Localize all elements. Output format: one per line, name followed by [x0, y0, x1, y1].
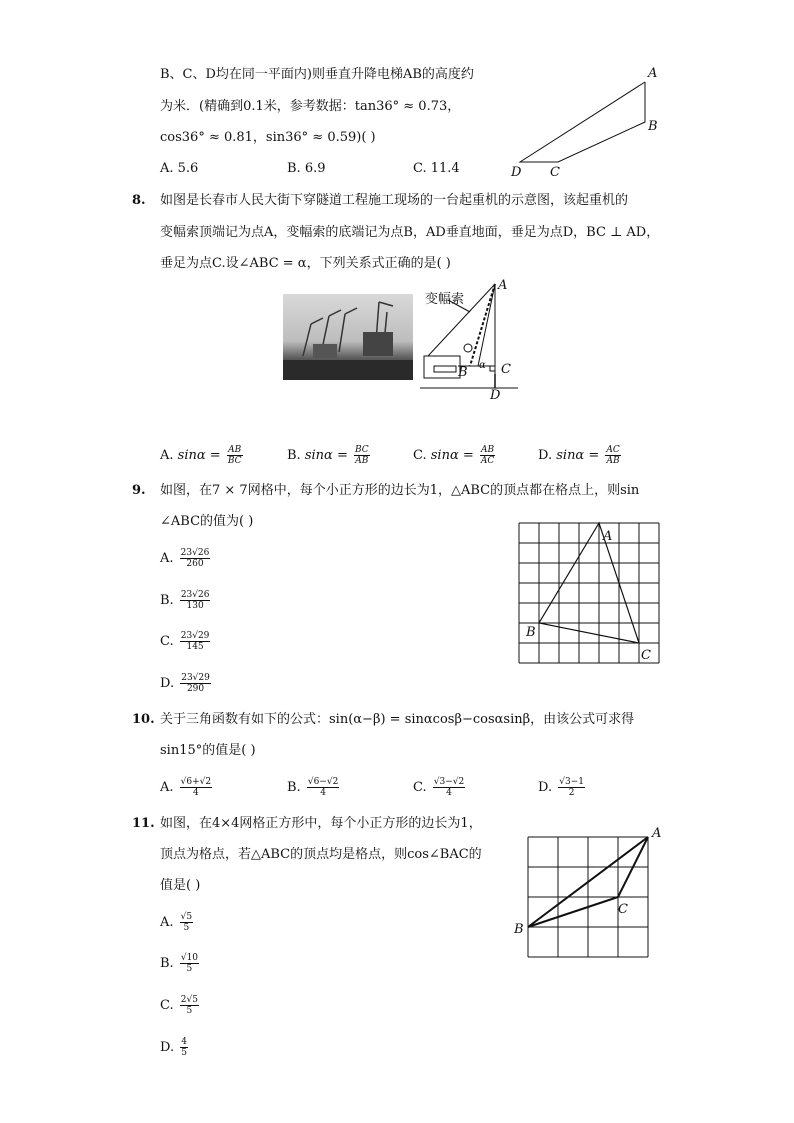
- q11-text-line3: 值是( ): [160, 878, 201, 893]
- q11-label-b: B: [514, 922, 524, 937]
- q11-label-a: A: [652, 826, 662, 841]
- q9-text-line1: 如图，在7 × 7网格中，每个小正方形的边长为1，△ABC的顶点都在格点上，则sin: [160, 483, 640, 498]
- q8-option-d[interactable]: D. sinα = $\frac{AC}{AB}$: [538, 445, 620, 466]
- q8-label-b: B: [458, 365, 468, 380]
- q9-label-a: A: [603, 529, 613, 544]
- q10-text-line1: 关于三角函数有如下的公式：sin(α−β) = sinαcosβ−cosαsinβ，由该公式可求得: [160, 712, 635, 727]
- q8-label-a: A: [498, 278, 508, 293]
- q8-text-line3: 垂足为点C.设∠ABC = α，下列关系式正确的是( ): [160, 256, 451, 271]
- q7-label-a: A: [648, 66, 658, 81]
- q7-option-a[interactable]: A. 5.6: [160, 161, 199, 176]
- q7-label-b: B: [648, 119, 658, 134]
- q8-option-c[interactable]: C. sinα = $\frac{AB}{AC}$: [413, 445, 495, 466]
- q9-option-d[interactable]: D. $\frac{23√29}{290}$: [160, 673, 210, 694]
- q7-figure: [500, 60, 670, 180]
- q8-label-alpha: α: [479, 360, 486, 371]
- q9-label-b: B: [526, 625, 536, 640]
- q11-option-a[interactable]: A. $\frac{√5}{5}$: [160, 912, 193, 933]
- q11-grid-figure: [510, 822, 670, 967]
- q11-option-b[interactable]: B. $\frac{√10}{5}$: [160, 953, 199, 974]
- q9-option-a[interactable]: A. $\frac{23√26}{260}$: [160, 548, 210, 569]
- q10-text-line2: sin15°的值是( ): [160, 743, 256, 758]
- q10-option-a[interactable]: A. $\frac{√6+√2}{4}$: [160, 777, 212, 798]
- q8-label-d: D: [490, 388, 501, 400]
- q9-option-b[interactable]: B. $\frac{23√26}{130}$: [160, 590, 210, 611]
- q9-grid-figure: [510, 518, 670, 673]
- q10-number: 10.: [132, 712, 155, 727]
- q9-option-c[interactable]: C. $\frac{23√29}{145}$: [160, 631, 210, 652]
- q11-text-line2: 顶点为格点，若△ABC的顶点均是格点，则cos∠BAC的: [160, 847, 482, 862]
- q8-figure-caption: 变幅索: [425, 292, 465, 307]
- q7-text-line1: B、C、D均在同一平面内)则垂直升降电梯AB的高度约: [160, 67, 474, 82]
- q9-text-line2: ∠ABC的值为( ): [160, 514, 254, 529]
- q9-label-c: C: [641, 648, 651, 663]
- q11-label-c: C: [618, 902, 628, 917]
- q8-number: 8.: [132, 193, 146, 208]
- q8-option-a[interactable]: A. sinα = $\frac{AB}{BC}$: [160, 445, 242, 466]
- q11-option-d[interactable]: D. $\frac{4}{5}$: [160, 1037, 187, 1058]
- q8-option-b[interactable]: B. sinα = $\frac{BC}{AB}$: [287, 445, 369, 466]
- q10-option-c[interactable]: C. $\frac{√3-√2}{4}$: [413, 777, 465, 798]
- q8-text-line1: 如图是长春市人民大街下穿隧道工程施工现场的一台起重机的示意图，该起重机的: [160, 193, 629, 208]
- q11-number: 11.: [132, 816, 155, 831]
- q7-label-d: D: [511, 165, 522, 180]
- crane-photo: [283, 294, 413, 380]
- q10-option-b[interactable]: B. $\frac{√6-√2}{4}$: [287, 777, 339, 798]
- q7-text-line3: cos36° ≈ 0.81，sin36° ≈ 0.59)( ): [160, 130, 376, 145]
- q11-text-line1: 如图，在4×4网格正方形中，每个小正方形的边长为1，: [160, 816, 482, 831]
- q7-label-c: C: [550, 165, 560, 180]
- q7-option-b[interactable]: B. 6.9: [287, 161, 326, 176]
- q11-option-c[interactable]: C. $\frac{2√5}{5}$: [160, 995, 198, 1016]
- q8-label-c: C: [501, 362, 511, 377]
- q8-text-line2: 变幅索顶端记为点A，变幅索的底端记为点B，AD垂直地面，垂足为点D，BC ⊥ AD，: [160, 225, 660, 240]
- q7-text-line2: 为米．(精确到0.1米，参考数据：tan36° ≈ 0.73，: [160, 99, 461, 114]
- q7-option-c[interactable]: C. 11.4: [413, 161, 460, 176]
- q10-option-d[interactable]: D. $\frac{√3-1}{2}$: [538, 777, 584, 798]
- q9-number: 9.: [132, 483, 146, 498]
